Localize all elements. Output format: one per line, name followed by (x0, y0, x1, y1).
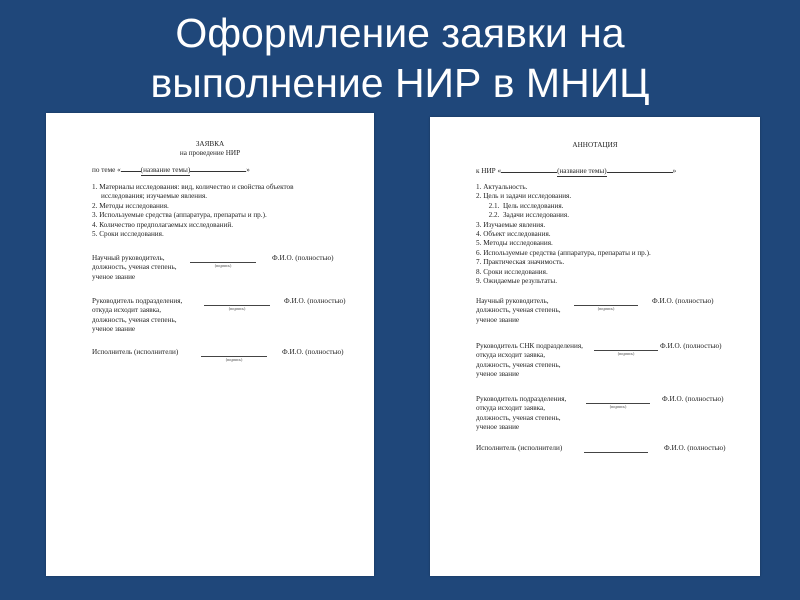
list-item: 8. Сроки исследования. (476, 267, 548, 276)
signature-name: Ф.И.О. (полностью) (284, 297, 346, 305)
signature-name: Ф.И.О. (полностью) (652, 297, 714, 305)
list-item: 2. Цель и задачи исследования. (476, 192, 572, 201)
signature-label-line: ученое звание (476, 315, 520, 324)
signature-label-line: Руководитель подразделения, (92, 297, 183, 305)
signature-name: Ф.И.О. (полностью) (272, 254, 334, 262)
signature-label-line: ученое звание (476, 370, 520, 379)
topic-prefix: к НИР « (476, 167, 502, 175)
list-item: 3. Изучаемые явления. (476, 220, 546, 229)
topic-suffix: » (246, 166, 250, 174)
signature-block-head (92, 297, 182, 335)
topic-suffix: » (672, 167, 677, 175)
signature-label-line: Исполнитель (исполнители) (92, 348, 179, 356)
signature-block-executor (92, 348, 178, 357)
topic-prefix: по теме « (92, 166, 121, 174)
list-item: исследования; изучаемые явления. (92, 192, 208, 201)
signature-label-line: должность, ученая степень, (476, 360, 561, 369)
signature-caption: (подпись) (228, 306, 246, 311)
signature-label-line: Руководитель подразделения, (476, 395, 567, 403)
list-item: 1. Материалы исследования: вид, количество и свойства объектов (92, 183, 294, 191)
list-item: 4. Объект исследования. (476, 230, 551, 239)
annotation-heading: АННОТАЦИЯ (572, 141, 618, 149)
signature-caption: (подпись) (597, 306, 615, 311)
list-item: 9. Ожидаемые результаты. (476, 277, 558, 286)
signature-block-supervisor (476, 297, 561, 325)
signature-label-line: откуда исходит заявка, (476, 404, 546, 413)
signature-caption: (подпись) (609, 404, 627, 409)
list-item: 2.1. Цель исследования. (476, 201, 564, 210)
signature-label-line: Исполнитель (исполнители) (476, 444, 563, 452)
signature-caption: (подпись) (617, 351, 635, 356)
signature-line (584, 452, 648, 453)
list-item: 4. Количество предполагаемых исследований. (92, 220, 234, 229)
application-subheading: на проведение НИР (179, 149, 241, 157)
signature-label-line: должность, ученая степень, (92, 315, 177, 324)
signature-caption: (подпись) (214, 263, 232, 268)
application-topic-line (92, 166, 250, 176)
signature-label-line: должность, ученая степень, (92, 263, 177, 272)
signature-name: Ф.И.О. (полностью) (664, 444, 726, 452)
list-item: 6. Используемые средства (аппаратура, препараты и пр.). (476, 248, 651, 257)
signature-label-line: ученое звание (476, 423, 520, 432)
signature-label-line: Научный руководитель, (476, 297, 549, 305)
slide-title-line-1: Оформление заявки на (175, 10, 625, 56)
list-item: 7. Практическая значимость. (476, 258, 565, 267)
signature-label-line: откуда исходит заявка, (92, 306, 162, 315)
list-item: 5. Методы исследования. (476, 239, 553, 248)
list-item: 2. Методы исследования. (92, 201, 169, 210)
application-items-list (92, 183, 294, 239)
annotation-items-list (476, 183, 651, 286)
signature-label-line: откуда исходит заявка, (476, 351, 546, 360)
application-document (46, 113, 374, 576)
list-item: 2.2. Задачи исследования. (476, 211, 570, 220)
slide-title-line-2: выполнение НИР в МНИЦ (150, 60, 650, 106)
signature-name: Ф.И.О. (полностью) (660, 342, 722, 350)
signature-block-head (476, 395, 566, 433)
slide-title (0, 8, 800, 108)
signature-name: Ф.И.О. (полностью) (662, 395, 724, 403)
application-heading: ЗАЯВКА (195, 140, 225, 148)
signature-name: Ф.И.О. (полностью) (282, 348, 344, 356)
signature-block-snk-head (476, 342, 583, 380)
signature-label-line: Научный руководитель, (92, 254, 165, 262)
topic-name: (название темы) (141, 166, 191, 176)
signature-label-line: ученое звание (92, 325, 136, 334)
signature-label-line: ученое звание (92, 272, 136, 281)
list-item: 1. Актуальность. (476, 183, 528, 191)
annotation-document (430, 117, 760, 576)
signature-block-supervisor (92, 254, 177, 282)
list-item: 5. Сроки исследования. (92, 230, 164, 239)
signature-caption: (подпись) (225, 357, 243, 362)
list-item: 3. Используемые средства (аппаратура, препараты и пр.). (92, 211, 267, 220)
annotation-topic-line (476, 167, 676, 177)
topic-name: (название темы) (557, 167, 607, 177)
signature-label-line: Руководитель СНК подразделения, (476, 342, 583, 350)
signature-label-line: должность, ученая степень, (476, 413, 561, 422)
signature-label-line: должность, ученая степень, (476, 306, 561, 315)
signature-block-executor (476, 444, 562, 453)
